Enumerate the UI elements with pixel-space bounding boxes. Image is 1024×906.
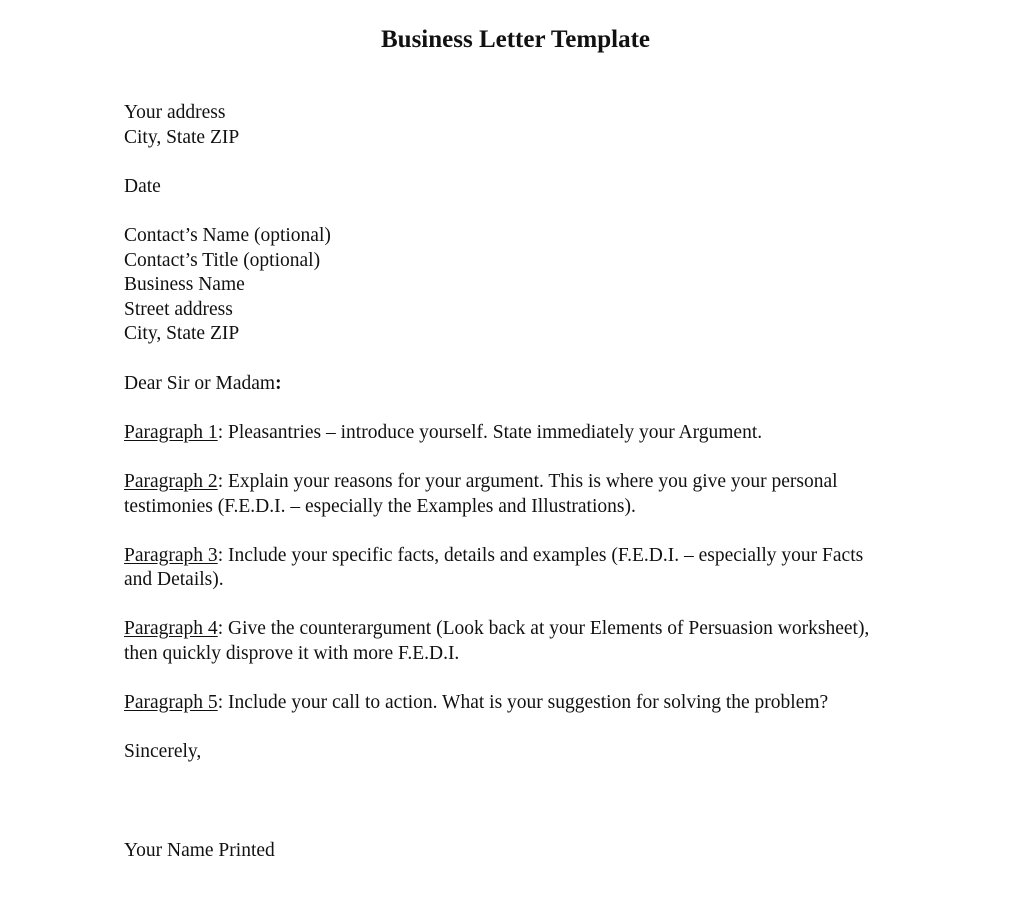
paragraph-1 — [124, 421, 964, 446]
paragraph-2 — [124, 470, 964, 519]
signature-name: Your Name Printed — [124, 839, 275, 861]
paragraph-line-continued: and Details). — [124, 569, 224, 591]
recipient-contact-title: Contact’s Title (optional) — [124, 249, 321, 271]
paragraph-text: : Include your call to action. What is your suggestion for solving the problem? — [217, 692, 829, 714]
paragraph-label: Paragraph 3 — [124, 544, 218, 566]
paragraph-text: : Explain your reasons for your argument. This is where you give your personal — [217, 470, 838, 492]
recipient-contact-name: Contact’s Name (optional) — [124, 224, 331, 246]
recipient-street: Street address — [124, 298, 233, 320]
paragraph-line-continued: then quickly disprove it with more F.E.D.I. — [124, 643, 460, 665]
recipient-business-name: Business Name — [124, 274, 245, 296]
document-title: Business Letter Template — [381, 26, 650, 53]
paragraph-label: Paragraph 1 — [124, 421, 218, 443]
letter-body — [124, 101, 964, 863]
salutation-text: Dear Sir or Madam — [124, 372, 276, 394]
paragraph-4 — [124, 617, 964, 666]
recipient-city-line: City, State ZIP — [124, 323, 240, 345]
paragraph-text: : Give the counterargument (Look back at your Elements of Persuasion worksheet), — [217, 618, 870, 640]
closing: Sincerely, — [124, 741, 202, 763]
paragraph-line-continued: testimonies (F.E.D.I. – especially the Examples and Illustrations). — [124, 495, 636, 517]
paragraph-label: Paragraph 2 — [124, 470, 218, 492]
paragraph-label: Paragraph 5 — [124, 692, 218, 714]
sender-address-block — [124, 101, 964, 150]
salutation-colon: : — [275, 372, 282, 394]
sender-city-line: City, State ZIP — [124, 126, 240, 148]
recipient-address-block — [124, 224, 964, 347]
paragraph-line — [124, 544, 964, 569]
paragraph-line — [124, 421, 964, 446]
paragraph-line — [124, 691, 964, 716]
paragraph-5 — [124, 691, 964, 716]
paragraph-text: : Pleasantries – introduce yourself. State immediately your Argument. — [217, 421, 763, 443]
paragraph-line — [124, 617, 964, 642]
paragraph-text: : Include your specific facts, details and examples (F.E.D.I. – especially your Facts — [217, 544, 864, 566]
salutation — [124, 372, 964, 397]
paragraph-line — [124, 470, 964, 495]
paragraph-label: Paragraph 4 — [124, 618, 218, 640]
sender-address-line: Your address — [124, 102, 226, 123]
paragraph-3 — [124, 544, 964, 593]
letter-date: Date — [124, 175, 161, 197]
